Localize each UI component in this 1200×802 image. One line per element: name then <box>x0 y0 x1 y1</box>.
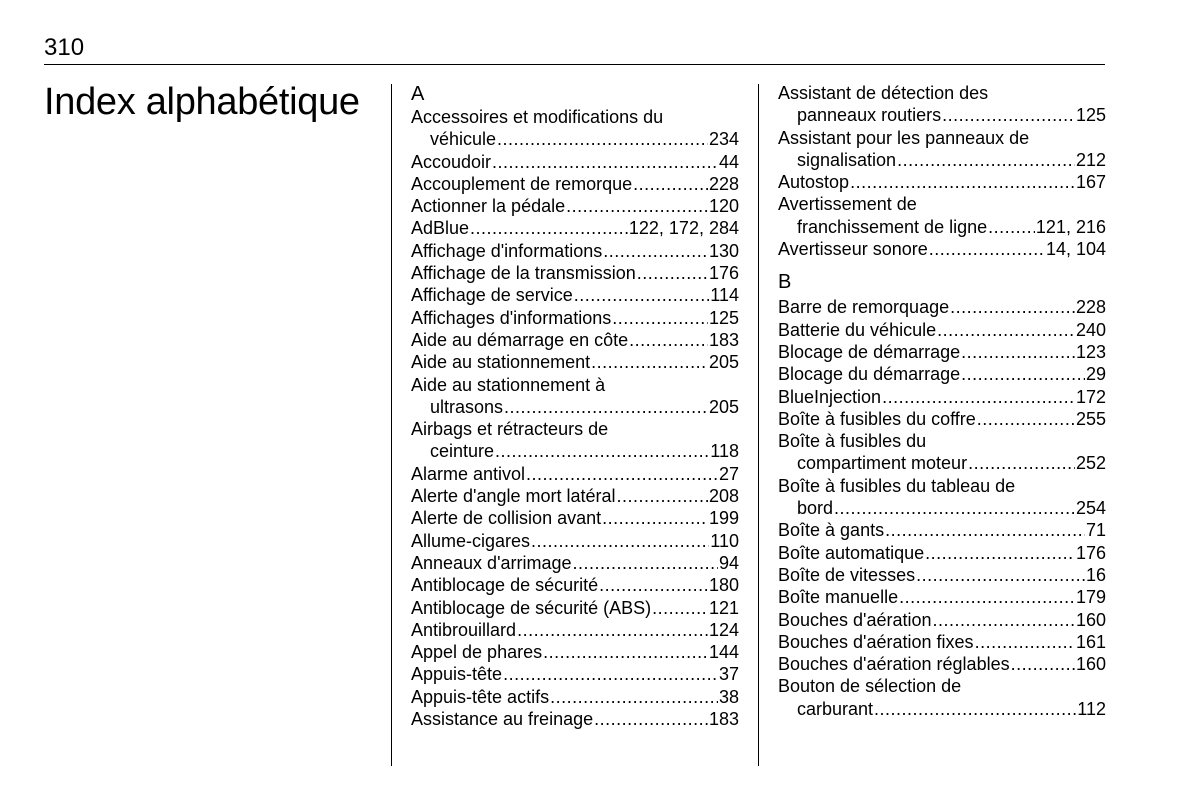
entry-pages: 228 <box>1075 297 1106 318</box>
index-entry <box>411 641 739 663</box>
entry-pages: 161 <box>1075 631 1106 652</box>
entry-term: Assistant pour les panneaux de <box>778 127 1030 148</box>
entry-pages: 120 <box>708 196 739 217</box>
entry-term: Autostop <box>778 172 850 193</box>
entry-pages: 14, 104 <box>1045 239 1106 260</box>
entry-pages: 124 <box>708 619 739 640</box>
leader-dots <box>961 341 1075 363</box>
entry-pages: 125 <box>1075 105 1106 126</box>
leader-dots <box>573 552 718 574</box>
entry-pages: 255 <box>1075 408 1106 429</box>
entry-pages: 123 <box>1075 341 1106 362</box>
section-letter: B <box>778 271 792 294</box>
index-entry <box>411 240 739 262</box>
entry-term: Alarme antivol <box>411 463 526 484</box>
entry-pages: 122, 172, 284 <box>628 218 739 239</box>
leader-dots <box>942 104 1075 126</box>
entry-term: Allume-cigares <box>411 530 531 551</box>
entry-pages: 183 <box>708 329 739 350</box>
leader-dots <box>629 329 708 351</box>
entry-term: Assistant de détection des <box>778 83 989 103</box>
leader-dots <box>975 631 1075 653</box>
entry-term: Affichage d'informations <box>411 240 603 261</box>
index-entry <box>778 171 1106 193</box>
entry-term: Boîte à fusibles du coffre <box>778 408 976 429</box>
entry-pages: 71 <box>1085 520 1106 541</box>
entry-term: ultrasons <box>430 396 504 417</box>
leader-dots <box>637 262 708 284</box>
index-entry <box>778 408 1106 430</box>
entry-pages: 125 <box>708 307 739 328</box>
entry-pages: 228 <box>708 173 739 194</box>
entry-term: BlueInjection <box>778 386 882 407</box>
index-entry <box>411 418 739 463</box>
leader-dots <box>492 151 718 173</box>
leader-dots <box>517 619 708 641</box>
entry-term: Affichage de la transmission <box>411 263 636 284</box>
leader-dots <box>916 564 1085 586</box>
entry-term: Boîte à fusibles du tableau de <box>778 475 1016 496</box>
entry-pages: 172 <box>1075 386 1106 407</box>
index-entry <box>778 319 1106 341</box>
entry-term: Bouton de sélection de <box>778 676 962 697</box>
leader-dots <box>885 519 1085 541</box>
entry-term: ceinture <box>430 441 495 462</box>
index-column-2 <box>778 82 1106 720</box>
entry-term: Antibrouillard <box>411 619 517 640</box>
index-entry <box>411 552 739 574</box>
index-entry <box>778 542 1106 564</box>
entry-term: Aide au stationnement <box>411 352 591 373</box>
index-column-1 <box>411 82 739 730</box>
entry-term: Boîte de vitesses <box>778 564 916 585</box>
entry-term: Accoudoir <box>411 151 492 172</box>
leader-dots <box>897 149 1075 171</box>
entry-pages: 199 <box>708 508 739 529</box>
leader-dots <box>602 507 708 529</box>
index-entry <box>778 675 1106 720</box>
entry-term: Blocage de démarrage <box>778 341 961 362</box>
index-entry <box>411 708 739 730</box>
entry-term: franchissement de ligne <box>797 216 988 237</box>
index-entry <box>778 193 1106 238</box>
entry-term: Blocage du démarrage <box>778 364 961 385</box>
index-entry <box>778 82 1106 127</box>
entry-term: véhicule <box>430 129 497 150</box>
entry-term: carburant <box>797 698 874 719</box>
page-title: Index alphabétique <box>44 81 360 123</box>
leader-dots <box>950 296 1075 318</box>
index-entry <box>411 463 739 485</box>
entry-term: Alerte de collision avant <box>411 508 602 529</box>
entry-term: Avertisseur sonore <box>778 239 928 260</box>
leader-dots <box>1011 653 1075 675</box>
entry-pages: 176 <box>708 263 739 284</box>
entry-pages: 160 <box>1075 609 1106 630</box>
entry-pages: 16 <box>1085 564 1106 585</box>
leader-dots <box>612 307 708 329</box>
leader-dots <box>834 497 1075 519</box>
index-entry <box>778 296 1106 318</box>
page-number: 310 <box>44 34 85 61</box>
leader-dots <box>603 240 708 262</box>
entry-term: Avertissement de <box>778 194 917 215</box>
leader-dots <box>503 663 718 685</box>
index-entry <box>778 238 1106 260</box>
leader-dots <box>495 440 709 462</box>
entry-term: Accessoires et modifications du <box>411 107 664 127</box>
entry-pages: 234 <box>708 129 739 150</box>
entry-term: Batterie du véhicule <box>778 319 937 340</box>
entry-term: Affichages d'informations <box>411 307 612 328</box>
entry-term: AdBlue <box>411 218 470 239</box>
leader-dots <box>988 216 1035 238</box>
leader-dots <box>968 452 1075 474</box>
leader-dots <box>882 386 1075 408</box>
entry-term: Appel de phares <box>411 642 543 663</box>
entry-pages: 144 <box>708 642 739 663</box>
entry-term: Boîte à fusibles du <box>778 431 927 452</box>
entry-pages: 183 <box>708 709 739 730</box>
entry-term: Actionner la pédale <box>411 196 566 217</box>
entry-pages: 118 <box>710 441 739 462</box>
index-entry <box>411 597 739 619</box>
entry-pages: 180 <box>708 575 739 596</box>
index-entry <box>411 329 739 351</box>
index-entry <box>778 386 1106 408</box>
entry-pages: 94 <box>718 552 739 573</box>
entry-term: Airbags et rétracteurs de <box>411 419 609 440</box>
entry-pages: 130 <box>708 240 739 261</box>
entry-pages: 176 <box>1075 542 1106 563</box>
entry-pages: 38 <box>718 686 739 707</box>
index-entry <box>411 217 739 239</box>
leader-dots <box>599 574 708 596</box>
leader-dots <box>470 217 628 239</box>
index-entry <box>411 530 739 552</box>
leader-dots <box>929 238 1045 260</box>
index-entry <box>778 631 1106 653</box>
index-entry <box>411 663 739 685</box>
entry-term: Barre de remorquage <box>778 297 950 318</box>
entry-pages: 114 <box>710 285 739 306</box>
leader-dots <box>961 363 1085 385</box>
entry-pages: 212 <box>1075 149 1106 170</box>
index-entry <box>411 574 739 596</box>
entry-term: Aide au stationnement à <box>411 374 606 395</box>
entry-pages: 240 <box>1075 319 1106 340</box>
entry-term: Boîte manuelle <box>778 587 899 608</box>
section-letter: A <box>411 83 425 105</box>
leader-dots <box>977 408 1075 430</box>
entry-term: Aide au démarrage en côte <box>411 329 629 350</box>
entry-pages: 179 <box>1075 587 1106 608</box>
index-entry <box>778 653 1106 675</box>
index-entry <box>411 195 739 217</box>
entry-pages: 208 <box>708 486 739 507</box>
leader-dots <box>574 284 710 306</box>
entry-pages: 37 <box>718 664 739 685</box>
index-entry <box>411 485 739 507</box>
index-entry <box>411 351 739 373</box>
index-entry <box>778 564 1106 586</box>
leader-dots <box>937 319 1075 341</box>
leader-dots <box>633 173 708 195</box>
entry-pages: 205 <box>708 352 739 373</box>
entry-term: Anneaux d'arrimage <box>411 552 572 573</box>
entry-pages: 121 <box>708 597 739 618</box>
entry-term: Appuis-tête <box>411 664 503 685</box>
entry-pages: 160 <box>1075 654 1106 675</box>
leader-dots <box>526 463 718 485</box>
entry-term: Antiblocage de sécurité <box>411 575 599 596</box>
index-entry <box>778 475 1106 520</box>
index-entry <box>411 374 739 419</box>
entry-pages: 121, 216 <box>1035 216 1106 237</box>
entry-term: Accouplement de remorque <box>411 173 633 194</box>
entry-term: Boîte à gants <box>778 520 885 541</box>
leader-dots <box>504 396 708 418</box>
entry-term: Affichage de service <box>411 285 573 306</box>
entry-term: compartiment moteur <box>797 453 968 474</box>
leader-dots <box>550 686 718 708</box>
leader-dots <box>850 171 1075 193</box>
index-entry <box>778 609 1106 631</box>
entry-pages: 112 <box>1077 698 1106 719</box>
entry-term: Bouches d'aération réglables <box>778 654 1010 675</box>
entry-term: Alerte d'angle mort latéral <box>411 486 616 507</box>
index-entry <box>778 586 1106 608</box>
leader-dots <box>591 351 708 373</box>
top-divider <box>44 64 1105 65</box>
entry-term: bord <box>797 498 834 519</box>
index-entry <box>411 284 739 306</box>
entry-pages: 252 <box>1075 453 1106 474</box>
entry-term: Boîte automatique <box>778 542 925 563</box>
index-entry <box>411 173 739 195</box>
index-entry <box>411 507 739 529</box>
index-entry <box>778 363 1106 385</box>
entry-term: Assistance au freinage <box>411 709 594 730</box>
leader-dots <box>933 609 1075 631</box>
column-divider-right <box>758 84 759 766</box>
entry-term: Bouches d'aération <box>778 609 932 630</box>
entry-pages: 254 <box>1075 498 1106 519</box>
leader-dots <box>594 708 708 730</box>
index-entry <box>411 106 739 151</box>
index-entry <box>411 262 739 284</box>
leader-dots <box>874 698 1076 720</box>
leader-dots <box>925 542 1075 564</box>
index-entry <box>778 430 1106 475</box>
index-entry <box>778 341 1106 363</box>
leader-dots <box>497 128 708 150</box>
entry-term: Antiblocage de sécurité (ABS) <box>411 597 652 618</box>
entry-pages: 110 <box>710 530 739 551</box>
entry-term: signalisation <box>797 149 897 170</box>
index-entry <box>778 127 1106 172</box>
leader-dots <box>566 195 708 217</box>
leader-dots <box>899 586 1075 608</box>
index-entry <box>411 307 739 329</box>
index-entry <box>411 686 739 708</box>
leader-dots <box>543 641 708 663</box>
entry-term: Bouches d'aération fixes <box>778 631 974 652</box>
leader-dots <box>531 530 709 552</box>
entry-term: Appuis-tête actifs <box>411 686 550 707</box>
index-entry <box>778 519 1106 541</box>
column-divider-left <box>391 84 392 766</box>
entry-pages: 27 <box>718 463 739 484</box>
index-entry <box>411 151 739 173</box>
leader-dots <box>617 485 708 507</box>
entry-pages: 29 <box>1085 364 1106 385</box>
entry-pages: 44 <box>718 151 739 172</box>
entry-pages: 205 <box>708 396 739 417</box>
index-entry <box>411 619 739 641</box>
entry-pages: 167 <box>1075 172 1106 193</box>
leader-dots <box>652 597 708 619</box>
entry-term: panneaux routiers <box>797 105 942 126</box>
